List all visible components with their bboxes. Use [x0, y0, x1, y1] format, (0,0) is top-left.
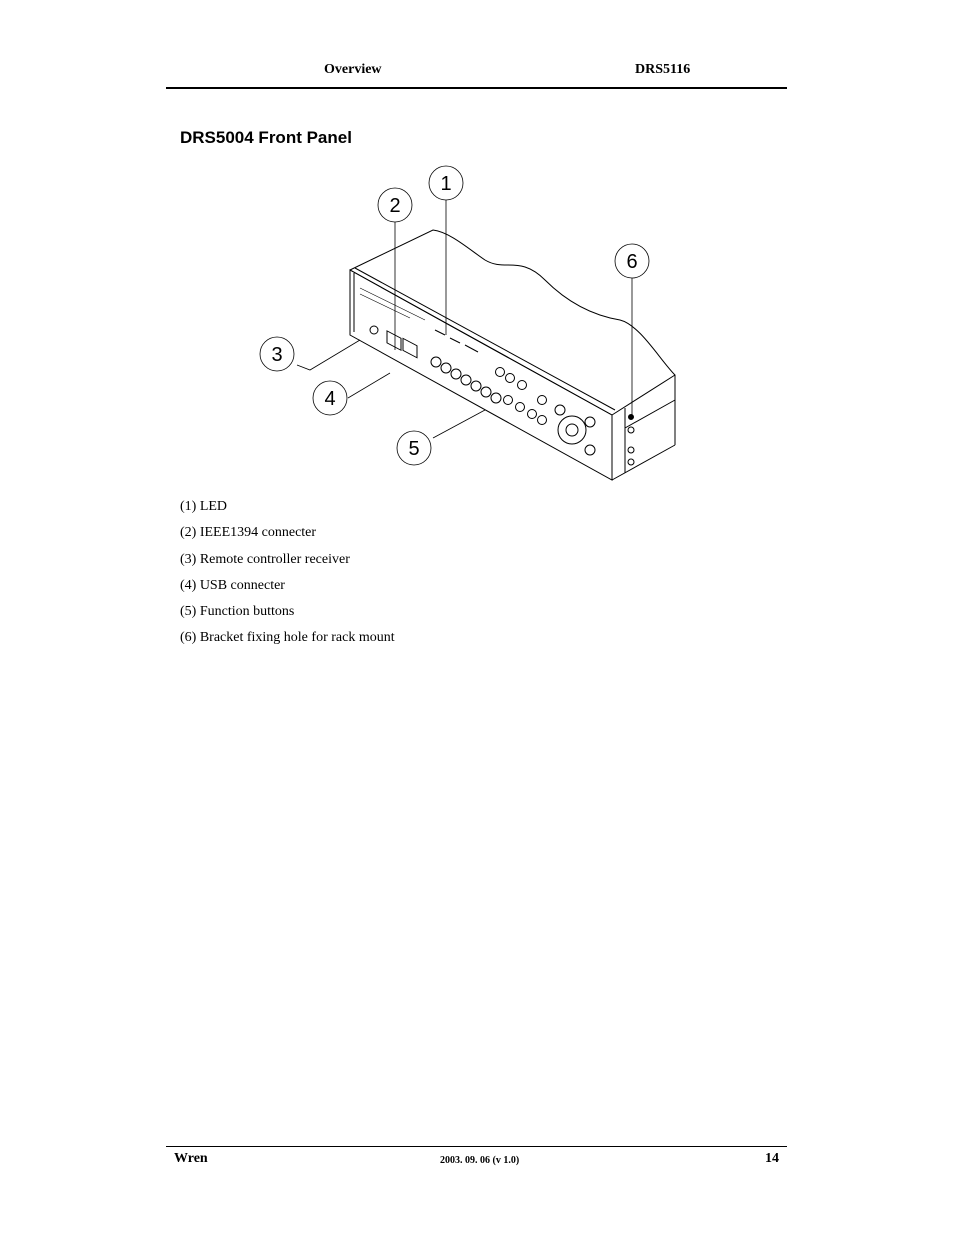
header-rule — [166, 87, 787, 89]
header-model: DRS5116 — [635, 62, 691, 77]
list-item: (1) LED — [180, 499, 228, 514]
list-item: (2) IEEE1394 connecter — [180, 525, 317, 541]
list-item: (3) Remote controller receiver — [180, 551, 350, 567]
footer-rule — [166, 1146, 787, 1147]
header-section: Overview — [324, 62, 382, 77]
footer-company: Wren — [174, 1151, 208, 1166]
callout-3: 3 — [271, 344, 283, 366]
front-panel-diagram — [250, 160, 690, 490]
callout-1: 1 — [440, 173, 452, 195]
callout-2: 2 — [389, 195, 401, 217]
callout-4: 4 — [324, 388, 336, 410]
callout-5: 5 — [408, 438, 420, 460]
callout-6: 6 — [626, 251, 638, 273]
section-heading: DRS5004 Front Panel — [180, 128, 352, 147]
page-number: 14 — [765, 1151, 779, 1166]
list-item: (5) Function buttons — [180, 604, 295, 620]
component-list — [180, 498, 395, 656]
list-item: (4) USB connecter — [180, 577, 285, 593]
list-item: (6) Bracket fixing hole for rack mount — [180, 630, 395, 646]
footer-date: 2003. 09. 06 (v 1.0) — [440, 1155, 520, 1166]
